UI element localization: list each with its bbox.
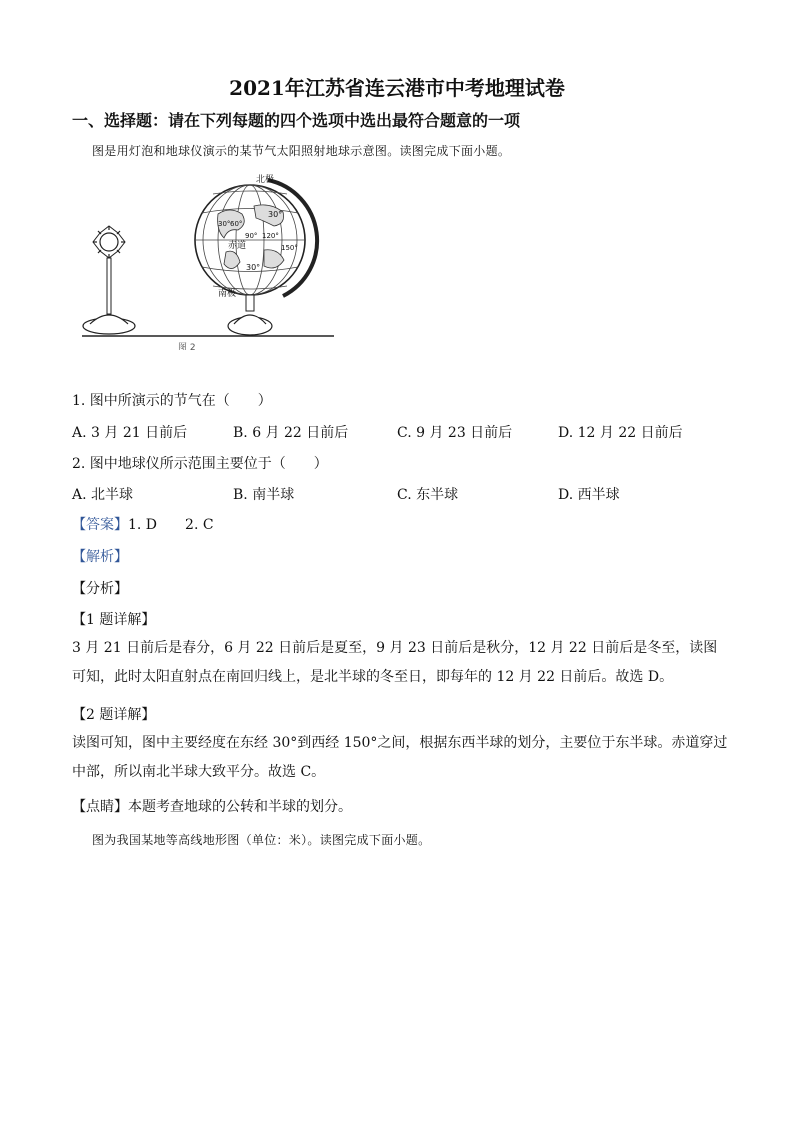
equator-label: 赤道 [228, 241, 247, 251]
detail-2-text: 读图可知，图中主要经度在东经 30°到西经 150°之间，根据东西半球的划分，主要位于东半球。赤道穿过中部，所以南北半球大致平分。故选 C。 [72, 735, 728, 780]
question-2-option-b: B. 南半球 [233, 487, 295, 503]
detail-1-label: 【1 题详解】 [72, 612, 156, 628]
question-2-option-a: A. 北半球 [72, 487, 134, 503]
dianjing-line [72, 796, 352, 816]
north-pole-label: 北极 [256, 175, 275, 185]
question-1-option-d: D. 12 月 22 日前后 [558, 425, 683, 441]
analysis-label: 【解析】 [72, 549, 128, 565]
question-2-option-d: D. 西半球 [558, 487, 620, 503]
question-2-option-c: C. 东半球 [397, 487, 459, 503]
sun-lamp-icon [83, 226, 135, 334]
figure-intro-2: 图为我国某地等高线地形图（单位：米）。读图完成下面小题。 [92, 833, 431, 847]
figure-intro: 图是用灯泡和地球仪演示的某节气太阳照射地球示意图。读图完成下面小题。 [92, 144, 511, 158]
section-heading: 一、选择题：请在下列每题的四个选项中选出最符合题意的一项 [72, 111, 521, 130]
answer-label: 【答案】 [72, 517, 128, 533]
lat-label-south: 30° [246, 263, 261, 272]
figure-caption: 图 2 [178, 343, 196, 350]
lamp-globe-figure [78, 168, 340, 350]
lat-label-north: 30° [268, 210, 283, 219]
question-2-stem: 2. 图中地球仪所示范围主要位于（ ） [72, 456, 328, 472]
dianjing-label: 【点睛】 [72, 799, 128, 815]
question-1-option-b: B. 6 月 22 日前后 [233, 425, 349, 441]
dianjing-text: 本题考查地球的公转和半球的划分。 [128, 799, 352, 815]
lon-label-60: 60° [230, 220, 243, 228]
question-1-option-a: A. 3 月 21 日前后 [72, 425, 188, 441]
answer-text: 1. D 2. C [128, 517, 214, 533]
lon-label-120: 120° [262, 232, 279, 240]
lamp-globe-illustration [78, 168, 340, 350]
fenxi-label: 【分析】 [72, 581, 128, 597]
detail-1-text: 3 月 21 日前后是春分，6 月 22 日前后是夏至，9 月 23 日前后是秋分，12 月 22 日前后是冬至，读图可知，此时太阳直射点在南回归线上，是北半球的冬至日，即每年的 12 月 22 日前后。故选 D。 [72, 640, 718, 685]
question-1-stem: 1. 图中所演示的节气在（ ） [72, 393, 272, 409]
lon-label-30: 30° [218, 220, 231, 228]
answer-line [72, 514, 214, 534]
lon-label-150: 150° [281, 244, 298, 252]
detail-2-label: 【2 题详解】 [72, 707, 156, 723]
globe-icon [195, 180, 317, 335]
page-title: 2021年江苏省连云港市中考地理试卷 [229, 76, 565, 100]
south-pole-label: 南极 [218, 289, 237, 299]
question-1-option-c: C. 9 月 23 日前后 [397, 425, 513, 441]
lon-label-90: 90° [245, 232, 258, 240]
